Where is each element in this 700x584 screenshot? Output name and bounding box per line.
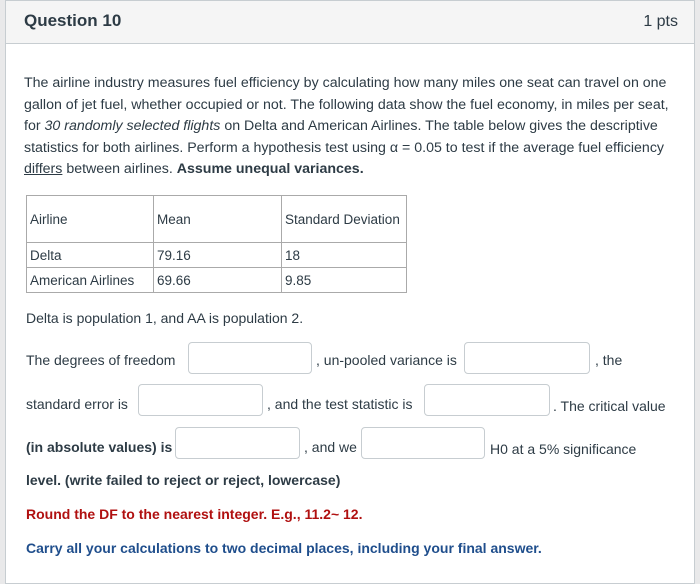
table-cell: Delta — [27, 243, 154, 268]
test-statistic-input[interactable] — [424, 384, 550, 416]
unpooled-prompt: , un-pooled variance is — [316, 352, 457, 368]
header-cell: Mean — [154, 196, 282, 243]
points-label: 1 pts — [643, 13, 678, 30]
question-card — [5, 0, 695, 584]
question-text — [24, 73, 679, 181]
table-cell: 69.66 — [154, 268, 282, 293]
table-cell: 18 — [282, 243, 407, 268]
critical-prompt: . The critical value — [553, 398, 666, 414]
se-prompt: standard error is — [26, 396, 128, 412]
standard-error-input[interactable] — [138, 384, 263, 416]
intro-underline: differs — [24, 161, 63, 177]
h0-text: H0 at a 5% significance — [490, 441, 637, 457]
df-prompt: The degrees of freedom — [26, 352, 176, 368]
intro-text-3: between airlines. — [62, 161, 177, 177]
andwe-text: , and we — [304, 439, 357, 455]
decimal-instruction: Carry all your calculations to two decimal places, including your final answer. — [26, 540, 542, 556]
table-cell: 79.16 — [154, 243, 282, 268]
level-note: level. (write failed to reject or reject, lowercase) — [26, 472, 341, 488]
unpooled-variance-input[interactable] — [464, 342, 590, 374]
question-title: Question 10 — [24, 11, 122, 30]
header-cell: Standard Deviation — [282, 196, 407, 243]
intro-bold: Assume unequal variances. — [176, 161, 364, 177]
abs-prompt: (in absolute values) is — [26, 439, 173, 455]
decision-input[interactable] — [361, 427, 485, 459]
intro-text-1: The airline industry measures fuel efficiency by calculating how many miles one seat can travel on one gallon of jet fuel, whether occupied or not. The following data show the fuel economy, in miles per seat, for — [24, 75, 669, 134]
critical-value-input[interactable] — [175, 427, 300, 459]
table-row — [27, 268, 407, 293]
intro-emphasis: 30 randomly selected flights — [44, 118, 221, 134]
the-text: , the — [595, 352, 623, 368]
ts-prompt: , and the test statistic is — [267, 396, 413, 412]
rounding-instruction: Round the DF to the nearest integer. E.g., 11.2~ 12. — [26, 506, 363, 522]
population-note: Delta is population 1, and AA is population 2. — [26, 310, 304, 326]
question-header — [6, 1, 694, 44]
table-cell: 9.85 — [282, 268, 407, 293]
table-header-row — [27, 196, 407, 243]
header-cell: Airline — [27, 196, 154, 243]
stats-table — [26, 195, 407, 293]
table-row — [27, 243, 407, 268]
table-cell: American Airlines — [27, 268, 154, 293]
intro-text-2: on Delta and American Airlines. The table below gives the descriptive statistics for both airlines. Perform a hypothesis test using α = 0.05 to test if the average fuel efficiency — [24, 118, 665, 156]
df-input[interactable] — [188, 342, 312, 374]
